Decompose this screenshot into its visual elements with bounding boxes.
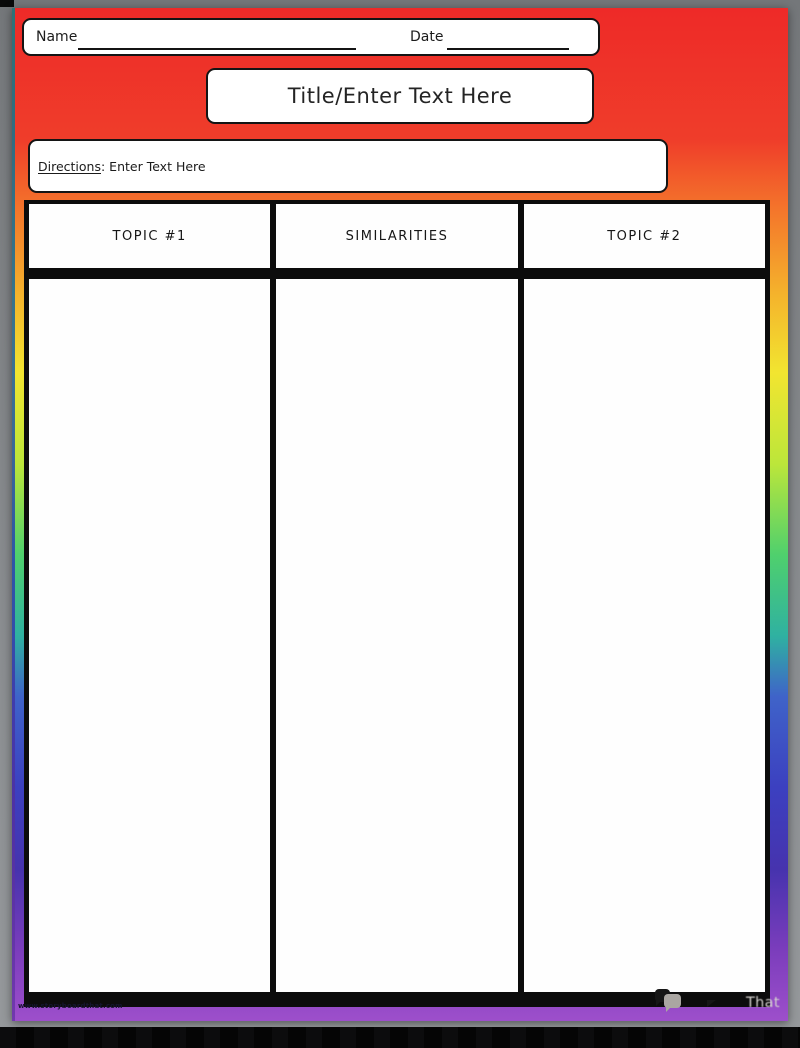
table-header-topic2: TOPIC #2 bbox=[524, 204, 765, 268]
name-label: Name bbox=[36, 29, 78, 45]
table-cell-similarities[interactable] bbox=[276, 279, 517, 992]
directions-box[interactable] bbox=[28, 139, 668, 193]
directions-label: Directions bbox=[38, 158, 101, 174]
window-corner-notch bbox=[0, 0, 14, 7]
name-date-box bbox=[22, 18, 600, 56]
table-header-similarities: SIMILARITIES bbox=[276, 204, 517, 268]
title-box[interactable] bbox=[206, 68, 594, 124]
worksheet-page bbox=[12, 8, 788, 1021]
watermark-url: www.storyboardthat.com bbox=[18, 1002, 123, 1010]
comparison-table bbox=[24, 200, 770, 1007]
bottom-black-bar bbox=[0, 1027, 800, 1048]
name-input-line[interactable] bbox=[78, 26, 356, 50]
speech-bubble-tail-icon bbox=[707, 1000, 716, 1007]
speech-bubble-gray-icon bbox=[664, 994, 681, 1008]
title-text: Title/Enter Text Here bbox=[287, 84, 513, 108]
table-cell-topic2[interactable] bbox=[524, 279, 765, 992]
date-input-line[interactable] bbox=[447, 26, 569, 50]
table-cell-topic1[interactable] bbox=[29, 279, 270, 992]
directions-text: : Enter Text Here bbox=[100, 158, 206, 174]
table-header-topic1: TOPIC #1 bbox=[29, 204, 270, 268]
page-left-edge bbox=[12, 8, 15, 1021]
brand-text: That bbox=[746, 995, 780, 1011]
date-label: Date bbox=[410, 29, 444, 45]
